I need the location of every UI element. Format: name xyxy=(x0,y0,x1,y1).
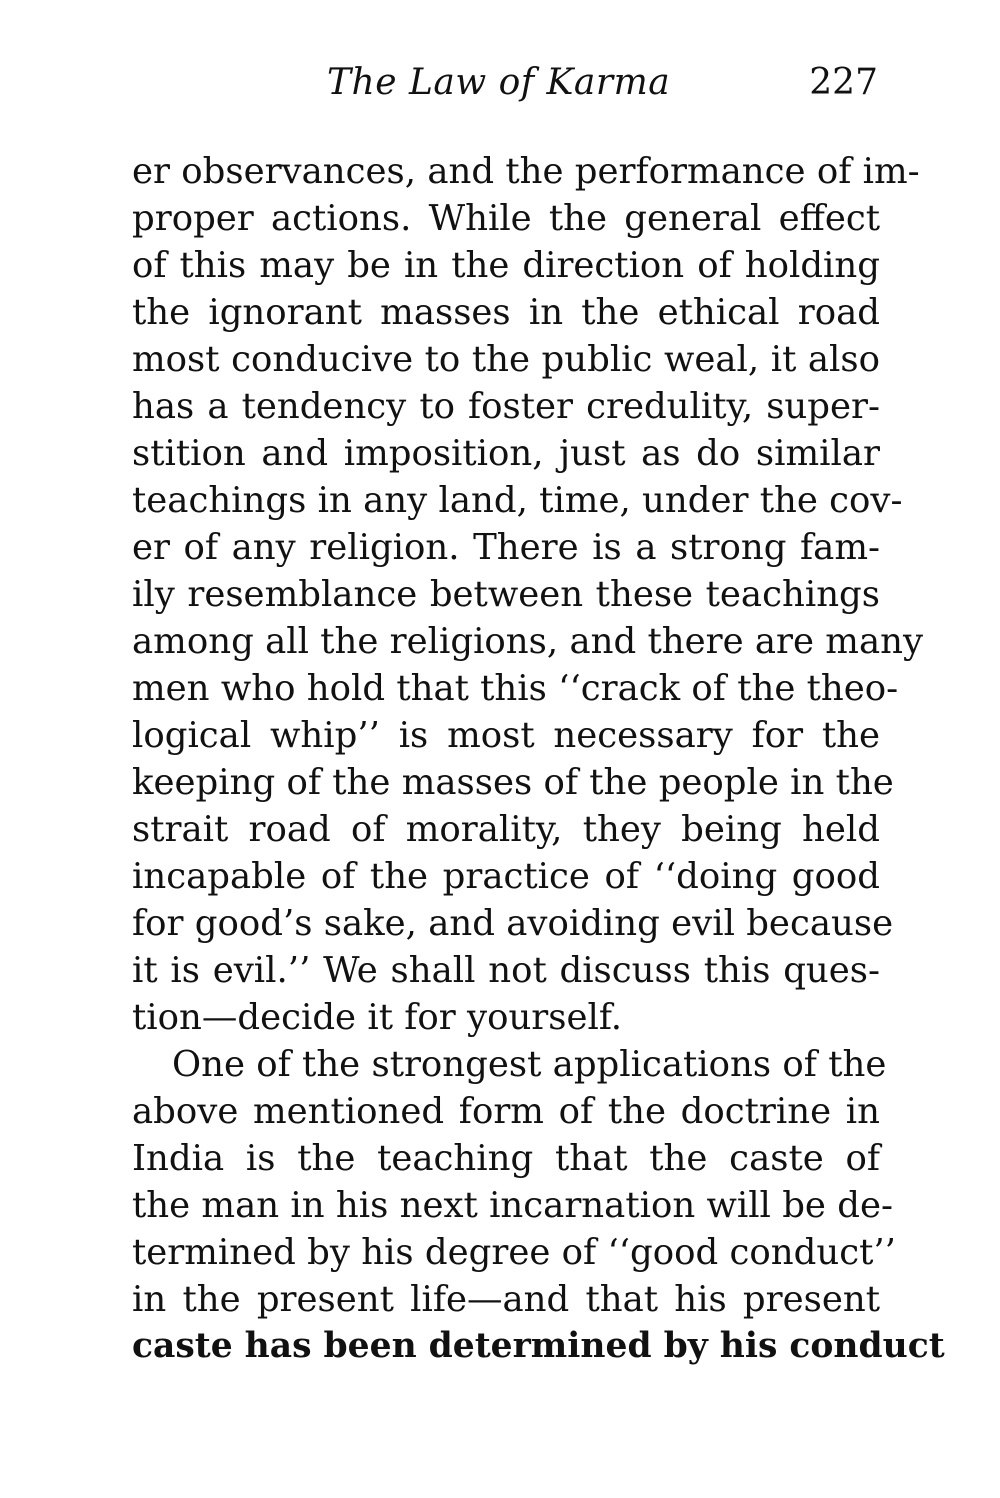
text-line: stition and imposition, just as do similar xyxy=(132,433,880,474)
text-line: caste has been determined by his conduct xyxy=(132,1326,945,1366)
text-line: the man in his next incarnation will be de- xyxy=(132,1185,893,1226)
text-line: proper actions. While the general effect xyxy=(132,198,880,239)
text-line: among all the religions, and there are many xyxy=(132,621,924,662)
text-line: most conducive to the public weal, it also xyxy=(132,339,880,380)
text-line: strait road of morality, they being held xyxy=(132,809,880,850)
text-line: the ignorant masses in the ethical road xyxy=(132,292,880,333)
text-line: keeping of the masses of the people in the xyxy=(132,762,894,803)
text-line: of this may be in the direction of holding xyxy=(132,245,880,286)
body-text xyxy=(132,148,945,1370)
text-line: incapable of the practice of ‘‘doing good xyxy=(132,856,880,897)
text-line: er of any religion. There is a strong fam- xyxy=(132,527,880,568)
page-number: 227 xyxy=(809,62,878,103)
text-line: termined by his degree of ‘‘good conduct’’ xyxy=(132,1232,896,1273)
text-line: teachings in any land, time, under the cov- xyxy=(132,480,903,521)
paragraph-2 xyxy=(132,1041,945,1370)
text-line: er observances, and the performance of im- xyxy=(132,151,920,192)
text-line: India is the teaching that the caste of xyxy=(132,1138,880,1179)
text-line: it is evil.’’ We shall not discuss this ques- xyxy=(132,950,880,991)
paragraph-1 xyxy=(132,148,924,1041)
text-line: for good’s sake, and avoiding evil because xyxy=(132,903,894,944)
text-line: ily resemblance between these teachings xyxy=(132,574,880,615)
text-line: men who hold that this ‘‘crack of the theo- xyxy=(132,668,899,709)
text-line: tion—decide it for yourself. xyxy=(132,997,623,1038)
text-line: logical whip’’ is most necessary for the xyxy=(132,715,880,756)
running-header xyxy=(132,62,880,118)
text-line: has a tendency to foster credulity, super- xyxy=(132,386,880,427)
text-line: above mentioned form of the doctrine in xyxy=(132,1091,880,1132)
running-title: The Law of Karma xyxy=(327,62,671,103)
text-line: One of the strongest applications of the xyxy=(172,1044,887,1085)
text-line: in the present life—and that his present xyxy=(132,1279,880,1320)
